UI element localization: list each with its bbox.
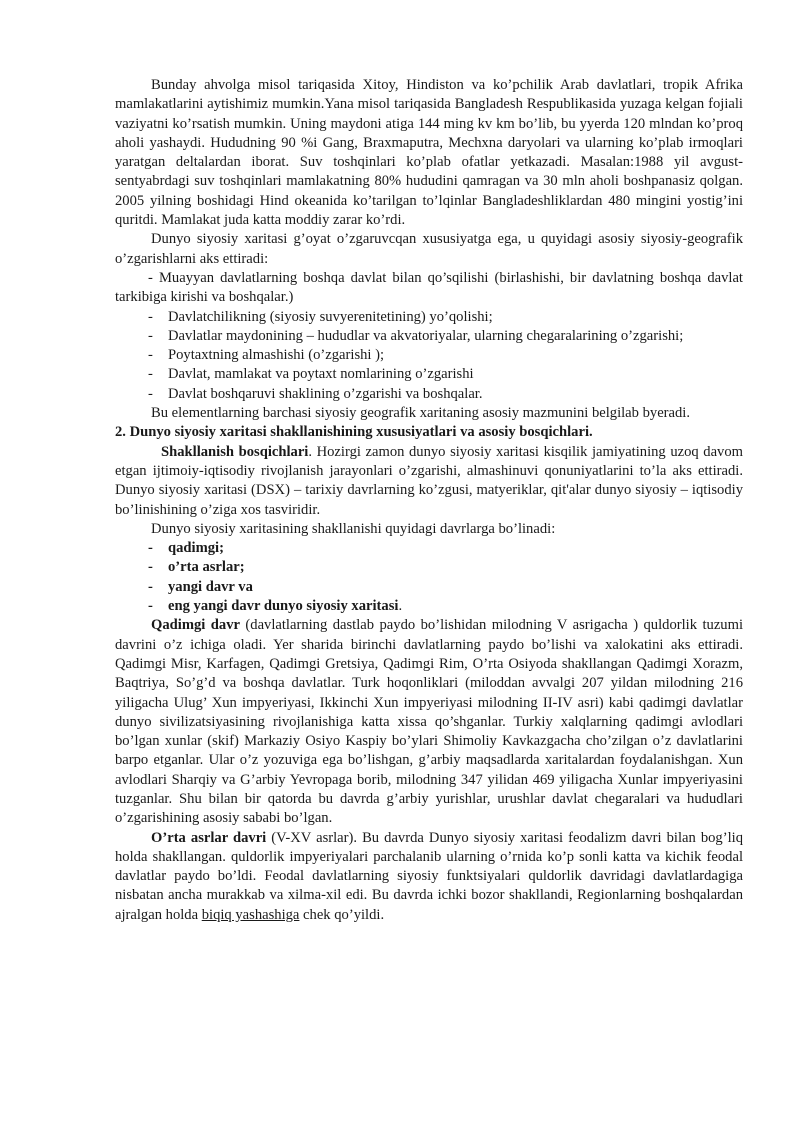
- stages-label: Shakllanish bosqichlari: [161, 443, 309, 460]
- paragraph-medieval-period: O’rta asrlar davri (V-XV asrlar). Bu davrda Dunyo siyosiy xaritasi feodalizm davri bilan bog’liq holda shakllangan. quldorlik impyeriyalari parchalanib ularning o’rnida ko’p sonli katta va kichik feodal davlatlar paydo bo’ldi. Feodal davlatlarning siyosiy funktsiyalari quldorlik davridagi davlatlardagiga nisbatan ancha murakkab va xilma-xil edi. Bu davrda ichki bozor shakllandi, Regionlarning boshqalardan ajralgan holda biqiq yashashiga chek qo’yildi.: [115, 829, 743, 923]
- paragraph-ancient-period: Qadimgi davr (davlatlarning dastlab paydo bo’lishidan milodning V asrigacha ) quldorlik tuzumi davrini o’z ichiga oladi. Yer sharida birinchi davlatlarning paydo bo’lishi va xalokatini aks ettiradi. Qadimgi Misr, Karfagen, Qadimgi Gretsiya, Qadimgi Rim, O’rta Osiyoda shakllangan Qadimgi Xorazm, Baqtriya, So’g’d va boshqa davlatlar. Turk hoqonliklari (miloddan avvalgi 207 yildan milodning 216 yiligacha Ulug’ Xun impyeriyasi, Ikkinchi Xun impyeriyasi milodning II-IV asri) kabi qadimgi davlatlar dunyo sivilizatsiyasining rivojlanishiga katta xissa qo’shganlar. Turkiy xalqlarning qadimgi avlodlari bo’lgan xunlar (skif) Markaziy Osiyo Kaspiy bo’ylari Shimoliy Kavkazgacha cho’zilgan o’z davlatlarini barpo etganlar. Ular o’z yozuviga ega bo’lishgan, g’arbiy maqsadlarda xaritalardan foydalanishgan. Xun avlodlari Sharqiy va G’arbiy Yevropaga borib, milodning 347 yilidan 469 yiligacha Xunlar impyeriyasini tuzganlar. Shu bilan bir qatorda bu davrda g’arbiy yurishlar, urushlar davlat chegaralari va hududlari o’zgarishining asosiy sababi bo’lgan.: [115, 617, 743, 827]
- period-item: - qadimgi;: [148, 540, 224, 557]
- period-item: - o’rta asrlar;: [148, 559, 245, 576]
- list-item: - Davlatlar maydonining – hududlar va akvatoriyalar, ularning chegaralarining o’zgarishi;: [148, 327, 684, 344]
- list-item-merge: - Muayyan davlatlarning boshqa davlat bilan qo’sqilishi (birlashishi, bir davlatning boshqa davlat tarkibiga kirishi va boshqalar.): [115, 269, 743, 306]
- list-item: - Davlatchilikning (siyosiy suvyerenitetining) yo’qolishi;: [148, 308, 493, 325]
- ancient-label: Qadimgi davr: [151, 617, 240, 634]
- list-item: - Davlat boshqaruvi shaklining o’zgarishi va boshqalar.: [148, 385, 483, 402]
- section-heading: 2. Dunyo siyosiy xaritasi shakllanishining xususiyatlari va asosiy bosqichlari.: [115, 424, 593, 441]
- list-item: - Davlat, mamlakat va poytaxt nomlarining o’zgarishi: [148, 366, 474, 383]
- paragraph-formation-stages: Shakllanish bosqichlari. Hozirgi zamon dunyo siyosiy xaritasi kisqilik jamiyatining uzoq davom etgan ijtimoiy-iqtisodiy rivojlanish jarayonlari o’zgarishi, almashinuvi qonuniyatlarini to’la aks ettiradi. Dunyo siyosiy xaritasi (DSX) – tarixiy davrlarning ko’zgusi, matyeriklar, qit'alar dunyo siyosiy – iqtisodiy bo’linishining o’ziga xos tasviridir.: [115, 443, 743, 518]
- paragraph-political-map-changes: Dunyo siyosiy xaritasi g’oyat o’zgaruvcqan xususiyatga ega, u quyidagi asosiy siyosiy-geografik o’zgarishlarni aks ettiradi:: [115, 231, 743, 267]
- period-item: - yangi davr va: [148, 578, 253, 595]
- paragraph-periods-intro: Dunyo siyosiy xaritasining shakllanishi quyidagi davrlarga bo’linadi:: [151, 520, 556, 537]
- paragraph-bangladesh: Bunday ahvolga misol tariqasida Xitoy, Hindiston va ko’pchilik Arab davlatlari, tropik Afrika mamlakatlarini aytishimiz mumkin.Yana misol tariqasida Bangladesh Respublikasida yuzaga kelgan fojiali vaziyatni ko’rsatish mumkin. Uning maydoni atiga 144 ming kv km bo’lib, bu yyerda 120 mlndan ko’proq aholi yashaydi. Hududning 90 %i Gang, Braxmaputra, Mechxna daryolari va ularning ko’plab irmoqlari yaratgan deltalardan iborat. Suv toshqinlari ko’plab ofatlar yetkazadi. Masalan:1988 yil avgust-sentyabrdagi suv toshqinlari mamlakatning 80% hududini qamragan va 30 mln aholi boshpanasiz qolgan. 2005 yilning boshidagi Hind okeanida ko’tarilgan to’lqinlar Bangladeshliklardan 480 mingini yostig’ini quritdi. Mamlakat juda katta moddiy zarar ko’rdi.: [115, 77, 743, 229]
- period-item: - eng yangi davr dunyo siyosiy xaritasi.: [148, 598, 403, 615]
- medieval-label: O’rta asrlar davri: [151, 829, 267, 846]
- underlined-phrase: biqiq yashashiga: [201, 906, 300, 923]
- list-item: - Poytaxtning almashishi (o’zgarishi );: [148, 347, 385, 364]
- paragraph-elements-summary: Bu elementlarning barchasi siyosiy geografik xaritaning asosiy mazmunini belgilab byeradi.: [151, 405, 691, 422]
